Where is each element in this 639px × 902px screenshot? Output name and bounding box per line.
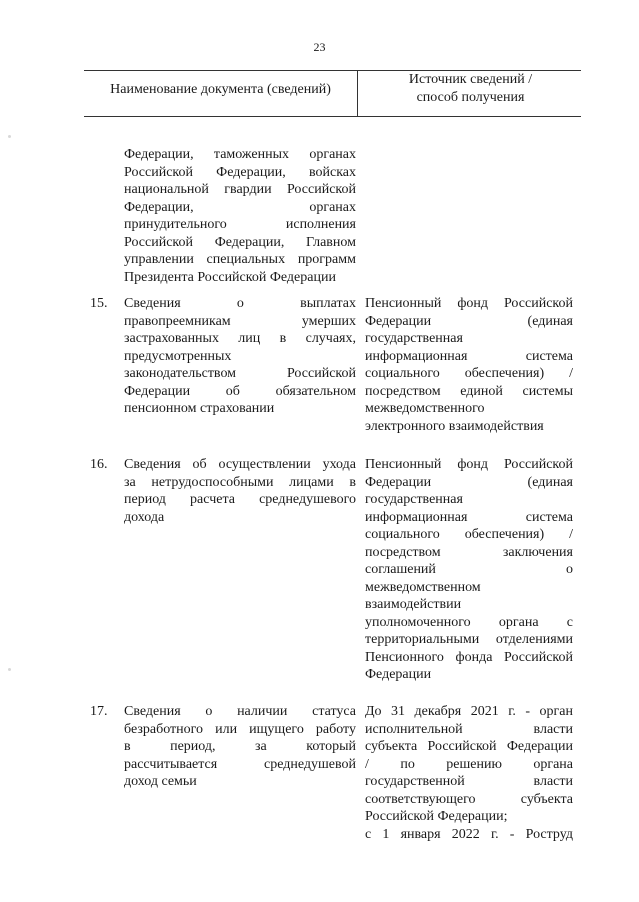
text-line: Федерации (единая xyxy=(365,313,573,329)
text-line: дохода xyxy=(124,509,165,525)
text-line: межведомственном xyxy=(365,579,481,595)
text-line: государственная xyxy=(365,331,463,346)
text-line: Сведения о выплатах xyxy=(124,296,356,311)
header-bottom-border xyxy=(84,116,581,117)
text-line: Федерации, таможенных органах xyxy=(124,147,356,162)
text-line: соглашений о xyxy=(365,562,573,577)
row-document-cell xyxy=(124,456,356,526)
text-line: взаимодействии xyxy=(365,597,462,612)
text-line: за нетрудоспособными лицами в xyxy=(124,474,356,490)
text-line: законодательством Российской xyxy=(124,366,356,381)
text-line: предусмотренных xyxy=(124,348,232,364)
row-number: 15. xyxy=(90,296,108,311)
header-column-divider xyxy=(357,70,358,116)
text-line: Российской Федерации; xyxy=(365,809,508,824)
scan-mark xyxy=(8,668,11,671)
text-line: Сведения об осуществлении ухода xyxy=(124,457,356,472)
row-number: 17. xyxy=(90,704,108,719)
scan-mark xyxy=(8,135,11,138)
text-line: / по решению органа xyxy=(365,756,573,772)
text-line: принудительного исполнения xyxy=(124,217,356,232)
text-line: электронного взаимодействия xyxy=(365,418,544,434)
text-line: доход семьи xyxy=(124,774,197,789)
text-line: Федерации, органах xyxy=(124,199,356,215)
row-document-cell xyxy=(124,295,356,418)
text-line: Федерации (единая xyxy=(365,474,573,490)
text-line: управлении специальных программ xyxy=(124,252,356,267)
text-line: Президента Российской Федерации xyxy=(124,269,336,285)
text-line: Федерации xyxy=(365,667,432,682)
continuation-document-cell xyxy=(124,146,356,286)
text-line: с 1 января 2022 г. - Роструд xyxy=(365,826,573,842)
row-source-cell xyxy=(365,703,573,843)
header-source-line-1: Источник сведений / xyxy=(408,72,533,87)
text-line: исполнительной власти xyxy=(365,721,573,737)
row-number: 16. xyxy=(90,457,108,472)
text-line: государственной власти xyxy=(365,774,573,789)
header-source-line-2: способ получения xyxy=(416,90,525,105)
row-source-cell xyxy=(365,295,573,435)
text-line: безработного или ищущего работу xyxy=(124,721,356,737)
page-number: 23 xyxy=(313,40,326,54)
text-line: Российской Федерации, войсках xyxy=(124,164,356,180)
header-source xyxy=(360,71,581,107)
text-line: межведомственного xyxy=(365,401,485,416)
text-line: Российской Федерации, Главном xyxy=(124,234,356,250)
text-line: Федерации об обязательном xyxy=(124,383,356,399)
text-line: социального обеспечения) / xyxy=(365,527,573,542)
text-line: Сведения о наличии статуса xyxy=(124,704,356,719)
text-line: посредством единой системы xyxy=(365,383,573,399)
text-line: в период, за который xyxy=(124,739,356,754)
row-document-cell xyxy=(124,703,356,791)
text-line: правопреемникам умерших xyxy=(124,313,356,329)
text-line: территориальными отделениями xyxy=(365,632,573,647)
row-source-cell xyxy=(365,456,573,684)
text-line: Пенсионный фонд Российской xyxy=(365,457,573,472)
text-line: национальной гвардии Российской xyxy=(124,182,356,197)
text-line: соответствующего субъекта xyxy=(365,791,573,807)
text-line: Пенсионный фонд Российской xyxy=(365,296,573,311)
header-document-name: Наименование документа (сведений) xyxy=(110,82,331,97)
text-line: Пенсионного фонда Российской xyxy=(365,649,573,665)
text-line: посредством заключения xyxy=(365,544,573,560)
text-line: государственная xyxy=(365,492,463,507)
text-line: застрахованных лиц в случаях, xyxy=(124,331,356,346)
text-line: субъекта Российской Федерации xyxy=(365,739,573,754)
text-line: социального обеспечения) / xyxy=(365,366,573,381)
text-line: рассчитывается среднедушевой xyxy=(124,756,356,772)
text-line: пенсионном страховании xyxy=(124,401,275,416)
text-line: До 31 декабря 2021 г. - орган xyxy=(365,704,573,719)
text-line: информационная система xyxy=(365,348,573,364)
text-line: уполномоченного органа с xyxy=(365,614,573,630)
text-line: информационная система xyxy=(365,509,573,525)
text-line: период расчета среднедушевого xyxy=(124,492,356,507)
